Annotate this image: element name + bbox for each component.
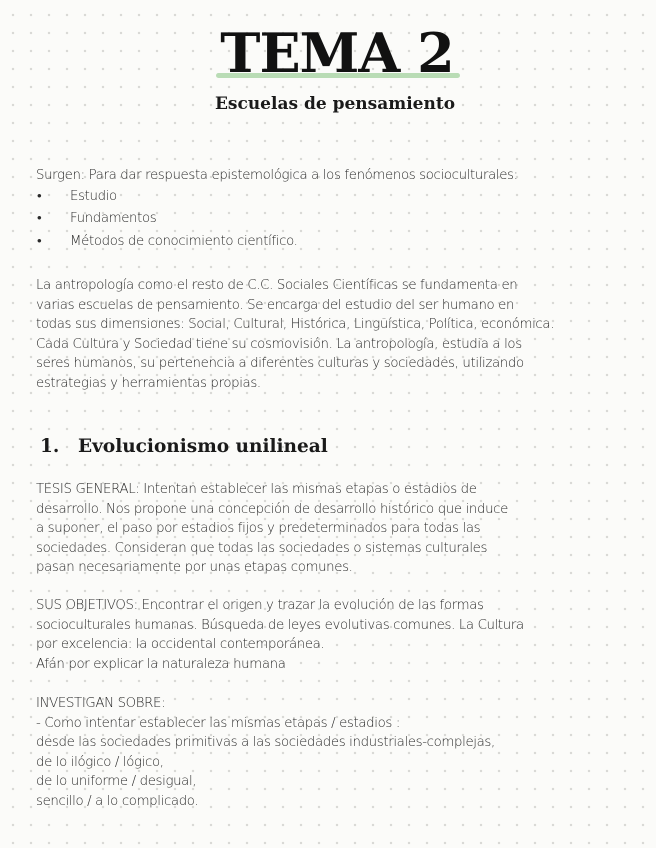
list-item-text: Métodos de conocimiento científico. — [70, 233, 298, 249]
investigan-line: de lo uniforme / desigual, — [36, 774, 197, 789]
investigan-line: desde las sociedades primitivas a las sociedades industriales-complejas, — [36, 735, 495, 750]
paragraph-line: varias escuelas de pensamiento. Se encarga del estudio del ser humano en — [36, 297, 515, 313]
investigan-block — [36, 694, 636, 811]
tesis-line: desarrollo. Nos propone una concepción de desarrollo histórico que induce — [36, 501, 508, 517]
section-title: Evolucionismo unilineal — [78, 436, 328, 457]
tesis-line: sociedades. Consideran que todas las sociedades o sistemas culturales — [36, 540, 488, 556]
main-title — [220, 22, 453, 84]
objetivos-block — [36, 596, 636, 674]
list-item-text: Estudio — [70, 188, 117, 204]
bullet-icon: • — [37, 188, 42, 204]
objetivos-line: SUS OBJETIVOS: Encontrar el origen y trazar la evolución de las formas — [36, 598, 484, 613]
paragraph-line: estrategias y herramientas propias. — [36, 375, 261, 391]
objetivos-line: por excelencia: la occidental contemporánea. — [36, 637, 325, 652]
investigan-line: INVESTIGAN SOBRE: — [36, 696, 166, 711]
title-block — [0, 22, 656, 84]
list-item-text: Fundamentos — [70, 211, 157, 226]
list-item — [36, 186, 636, 209]
objetivos-line: socioculturales humanas. Búsqueda de leyes evolutivas comunes. La Cultura — [36, 617, 524, 633]
paragraph-line: seres humanos, su pertenencia a diferentes culturas y sociedades, utilizando — [36, 356, 524, 371]
intro-section — [36, 166, 636, 253]
bullet-list — [36, 186, 636, 254]
investigan-line: de lo ilógico / lógico, — [36, 754, 164, 770]
tesis-general-block — [36, 480, 636, 578]
section-number: 1. — [40, 436, 60, 457]
objetivos-line: Afán por explicar la naturaleza humana — [36, 656, 286, 672]
investigan-line: sencillo / a lo complicado. — [36, 793, 199, 809]
paragraph-line: La antropología como el resto de C.C. Sociales Científicas se fundamenta en — [36, 278, 518, 293]
tesis-line: TESIS GENERAL: Intentan establecer las mismas etapas o estadios de — [36, 482, 477, 497]
section-heading — [40, 436, 328, 457]
bullet-icon: • — [37, 211, 42, 226]
anthropology-paragraph — [36, 276, 636, 393]
list-item — [36, 208, 636, 231]
paragraph-line: Cada Cultura y Sociedad tiene su cosmovisión. La antropología, estudia a los — [36, 336, 522, 352]
subtitle: Escuelas de pensamiento — [214, 94, 456, 114]
intro-lead: Surgen: Para dar respuesta epistemológica a los fenómenos socioculturales: — [36, 168, 518, 183]
tesis-line: pasan necesariamente por unas etapas comunes. — [36, 560, 353, 575]
investigan-line: - Como intentar establecer las mismas etapas / estadios : — [36, 715, 400, 731]
list-item — [36, 231, 636, 254]
bullet-icon: • — [37, 233, 42, 249]
paragraph-line: todas sus dimensiones: Social, Cultural, Histórica, Lingüística, Política, económica. — [36, 317, 555, 332]
tesis-line: a suponer, el paso por estadios fijos y predeterminados para todas las — [36, 521, 481, 536]
main-title-text: TEMA 2 — [220, 21, 454, 85]
